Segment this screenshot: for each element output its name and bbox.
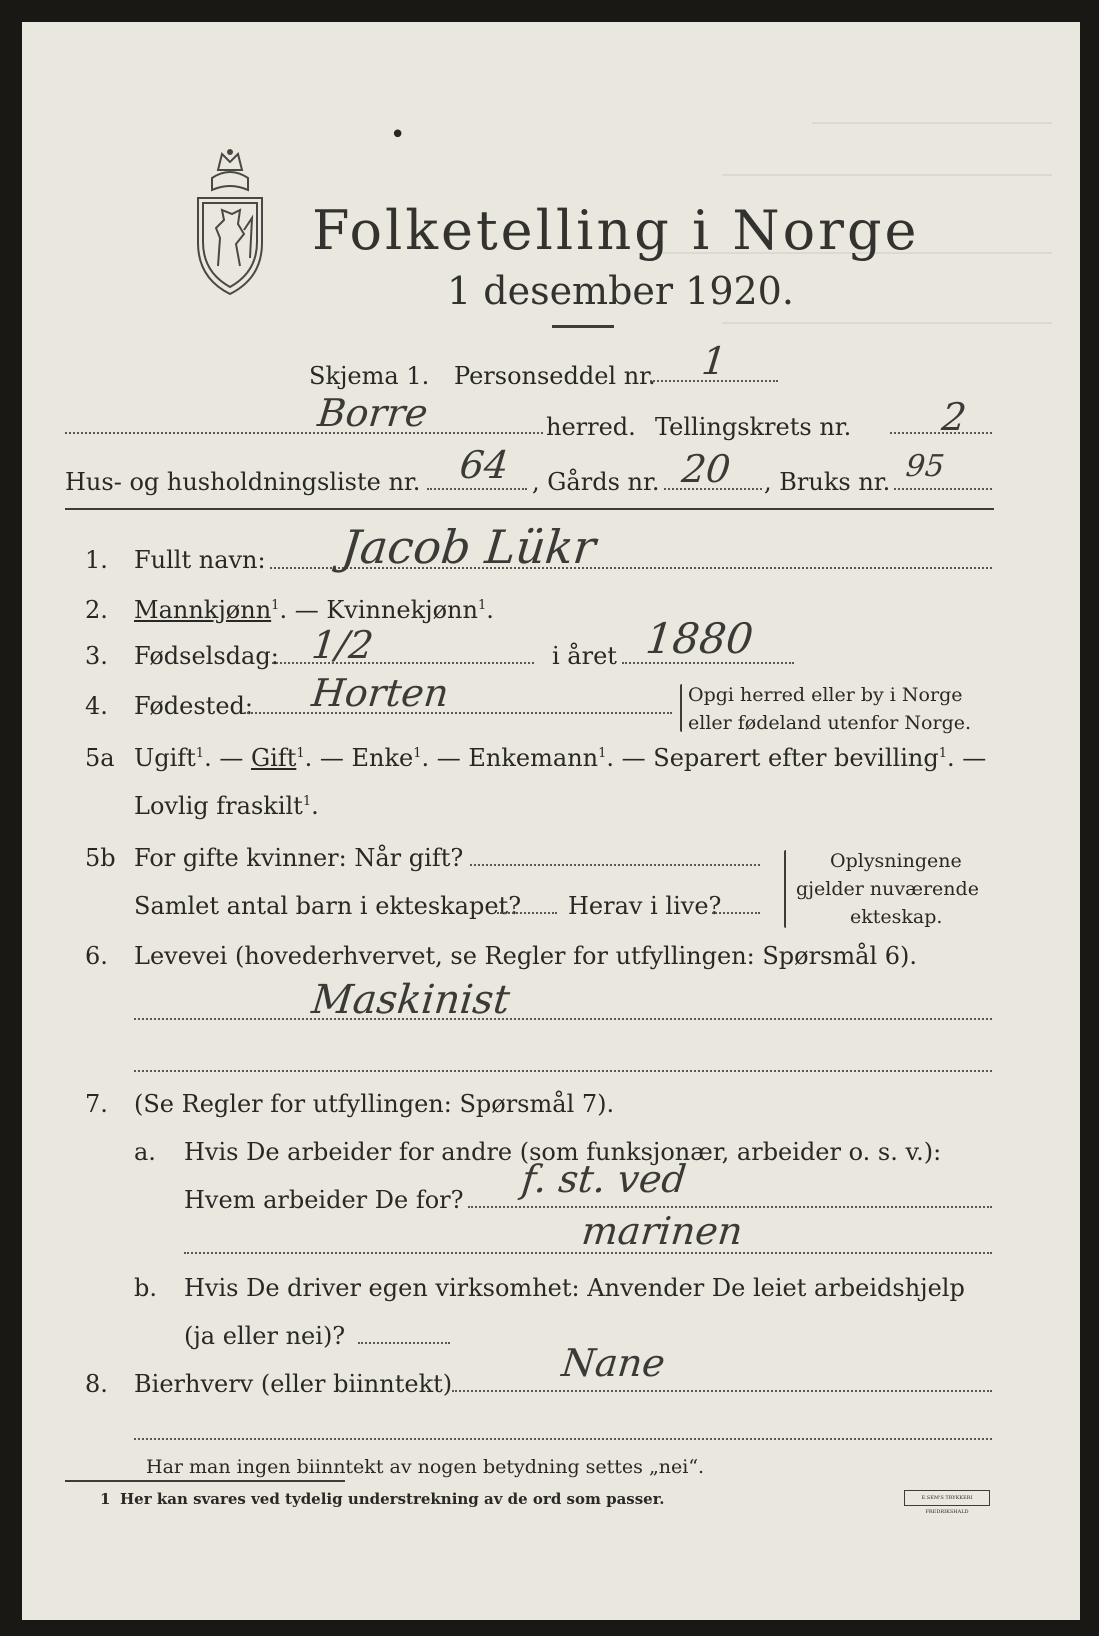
q5b-number: 5b bbox=[85, 844, 116, 872]
q2-female-footnote: 1 bbox=[477, 598, 487, 613]
footnote-divider bbox=[65, 1480, 345, 1482]
q2-male-footnote: 1 bbox=[271, 598, 280, 613]
q5b-note-line1: Oplysningene bbox=[830, 850, 962, 872]
q7a-employer-line2 bbox=[184, 1252, 992, 1254]
q5a-number: 5a bbox=[85, 744, 115, 772]
q5b-note-line2: gjelder nuværende bbox=[796, 878, 979, 900]
q3-label: Fødselsdag: bbox=[134, 642, 279, 670]
q6-line2 bbox=[134, 1070, 992, 1072]
q4-line bbox=[244, 712, 672, 714]
q6-number: 6. bbox=[85, 942, 108, 970]
separator: . bbox=[311, 792, 319, 820]
bleed-through-line bbox=[722, 174, 1052, 176]
form-date: 1 desember 1920. bbox=[447, 269, 794, 313]
q7a-employer-value1: f. st. ved bbox=[519, 1157, 689, 1201]
q5b-children-count: Samlet antal barn i ekteskapet? bbox=[134, 892, 522, 920]
q2-male-option: Mannkjønn bbox=[134, 596, 272, 624]
q7a-letter: a. bbox=[134, 1138, 156, 1166]
household-list-line bbox=[427, 488, 527, 490]
footnote-mark: 1 bbox=[413, 746, 422, 761]
bruks-number-value: 95 bbox=[904, 449, 947, 484]
q2-female-option: Kvinnekjønn bbox=[326, 596, 478, 624]
q3-birthday-value: 1/2 bbox=[309, 623, 376, 667]
q1-number: 1. bbox=[85, 546, 108, 574]
q8-line1 bbox=[452, 1390, 992, 1392]
printer-stamp: E.SEM'S TRYKKERI FREDRIKSHALD bbox=[904, 1490, 990, 1506]
footnote-mark: 1 bbox=[598, 746, 607, 761]
q6-occupation: Maskinist bbox=[309, 977, 512, 1023]
q8-line2 bbox=[134, 1438, 992, 1440]
q4-note-bracket bbox=[680, 684, 682, 732]
household-list-value: 64 bbox=[457, 443, 511, 487]
q7b-letter: b. bbox=[134, 1274, 157, 1302]
krets-label: Tellingskrets nr. bbox=[655, 413, 852, 441]
q8-value: Nane bbox=[559, 1341, 668, 1385]
q5b-note-line3: ekteskap. bbox=[850, 906, 943, 928]
schema-label: Skjema 1. bbox=[309, 362, 430, 390]
q2-separator: . — bbox=[279, 596, 327, 624]
farm-number-label: , Gårds nr. bbox=[532, 468, 660, 496]
census-form-page bbox=[22, 22, 1080, 1620]
q1-full-name: Jacob Lükr bbox=[339, 520, 599, 574]
bruks-number-line bbox=[894, 488, 992, 490]
herred-line bbox=[65, 432, 543, 434]
person-number-label: Personseddel nr. bbox=[454, 362, 656, 390]
q4-note-line2: eller fødeland utenfor Norge. bbox=[688, 712, 972, 734]
q5b-married-when-line bbox=[470, 864, 760, 866]
q4-label: Fødested: bbox=[134, 692, 253, 720]
separator: . — bbox=[946, 744, 987, 772]
income-note: Har man ingen biinntekt av nogen betydning settes „nei“. bbox=[146, 1456, 705, 1478]
q3-number: 3. bbox=[85, 642, 108, 670]
q7-label: (Se Regler for utfyllingen: Spørsmål 7). bbox=[134, 1090, 615, 1118]
bruks-number-label: , Bruks nr. bbox=[764, 468, 891, 496]
q7b-question: (ja eller nei)? bbox=[184, 1322, 346, 1350]
form-title: Folketelling i Norge bbox=[312, 199, 920, 262]
q5a-divorced bbox=[134, 794, 319, 818]
farm-number-value: 20 bbox=[679, 447, 733, 491]
q5a-widower: . — Enkemann bbox=[421, 744, 599, 772]
q2-sex-options bbox=[134, 598, 494, 622]
q7a-employer-value2: marinen bbox=[579, 1209, 745, 1253]
q3-year-value: 1880 bbox=[643, 614, 756, 663]
separator: . — bbox=[204, 744, 251, 772]
q7a-employer-line1 bbox=[468, 1206, 992, 1208]
herred-value: Borre bbox=[315, 391, 430, 435]
footnote-mark: 1 bbox=[302, 794, 312, 809]
norway-coat-of-arms-icon bbox=[190, 148, 270, 298]
q4-number: 4. bbox=[85, 692, 108, 720]
q2-end: . bbox=[486, 596, 494, 624]
household-list-label: Hus- og husholdningsliste nr. bbox=[65, 468, 421, 496]
q7-number: 7. bbox=[85, 1090, 108, 1118]
q5b-alive-line bbox=[712, 912, 760, 914]
q5a-divorced-label: Lovlig fraskilt bbox=[134, 792, 303, 820]
bleed-through-line bbox=[812, 122, 1052, 124]
q7a-employer-label: Hvem arbeider De for? bbox=[184, 1186, 464, 1214]
footnote-mark: 1 bbox=[195, 746, 205, 761]
q3-year-label: i året bbox=[552, 642, 617, 670]
q5b-married-when: For gifte kvinner: Når gift? bbox=[134, 844, 464, 872]
q2-number: 2. bbox=[85, 596, 108, 624]
footnote-mark: 1 bbox=[100, 1490, 111, 1508]
q7b-answer-line bbox=[358, 1342, 450, 1344]
footnote-mark: 1 bbox=[296, 746, 305, 761]
q5a-widow: . — Enke bbox=[304, 744, 414, 772]
q7b-text: Hvis De driver egen virksomhet: Anvender De leiet arbeidshjelp bbox=[184, 1274, 965, 1302]
q5a-marital-options bbox=[134, 746, 986, 770]
q8-number: 8. bbox=[85, 1370, 108, 1398]
ink-dot: • bbox=[390, 120, 406, 150]
q5a-unmarried: Ugift bbox=[134, 744, 196, 772]
person-number-value: 1 bbox=[699, 339, 729, 383]
herred-label: herred. bbox=[546, 413, 636, 441]
title-divider bbox=[552, 325, 614, 328]
q5b-children-line bbox=[497, 912, 557, 914]
footnote-text: Her kan svares ved tydelig understrekning av de ord som passer. bbox=[120, 1490, 665, 1508]
q8-label: Bierhverv (eller biinntekt) bbox=[134, 1370, 453, 1398]
q5b-note-bracket bbox=[784, 850, 786, 928]
krets-value: 2 bbox=[939, 395, 969, 439]
bleed-through-line bbox=[722, 322, 1052, 324]
q5b-alive-label: Herav i live? bbox=[568, 892, 722, 920]
q5a-married: Gift bbox=[250, 744, 297, 772]
q6-label: Levevei (hovederhvervet, se Regler for utfyllingen: Spørsmål 6). bbox=[134, 942, 918, 970]
q5a-separated: . — Separert efter bevilling bbox=[606, 744, 939, 772]
q4-birthplace: Horten bbox=[309, 671, 451, 715]
q1-label: Fullt navn: bbox=[134, 546, 266, 574]
footnote-mark: 1 bbox=[938, 746, 947, 761]
q4-note-line1: Opgi herred eller by i Norge bbox=[688, 684, 963, 706]
q6-line1 bbox=[134, 1018, 992, 1020]
section-divider bbox=[65, 508, 994, 510]
q7a-text: Hvis De arbeider for andre (som funksjonær, arbeider o. s. v.): bbox=[184, 1138, 942, 1166]
